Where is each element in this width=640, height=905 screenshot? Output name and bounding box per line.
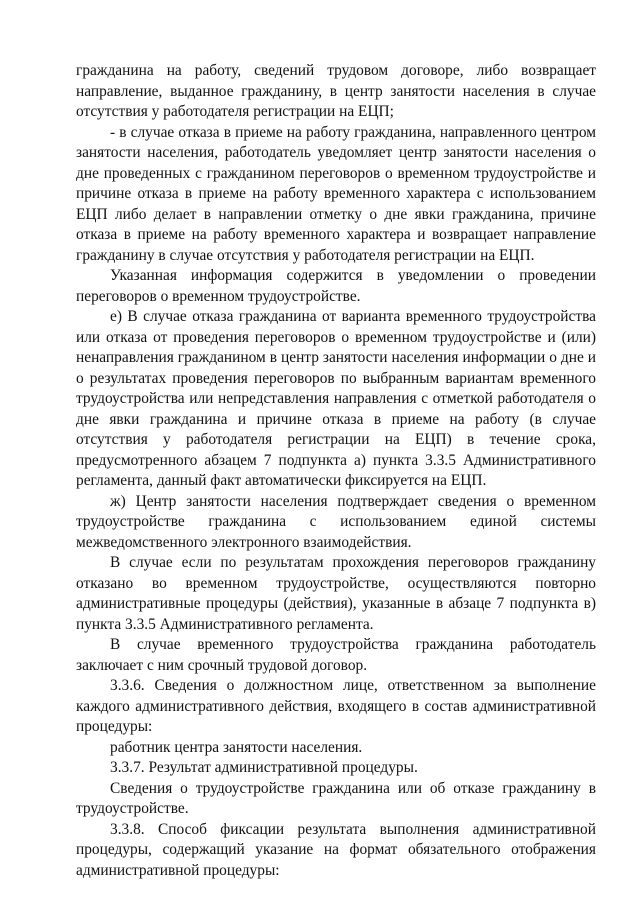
paragraph-4: е) В случае отказа гражданина от варианта временного трудоустройства или отказа от проведения переговоров о временном трудоустройстве и (или) ненаправления гражданином в центр занятости населения информации о дне и о результатах проведения переговоров по выбранным вариантам временного трудоустройства или непредставления направления с отметкой работодателя о дне явки гражданина и причине отказа в приеме на работу (в случае отсутствия у работодателя регистрации на ЕЦП) в течение срока, предусмотренного абзацем 7 подпункта а) пункта 3.3.5 Административного регламента, данный факт автоматически фиксируется на ЕЦП. xyxy=(76,308,596,489)
paragraph-2: - в случае отказа в приеме на работу гражданина, направленного центром занятости населения, работодатель уведомляет центр занятости населения о дне проведенных с гражданином переговоров о временном трудоустройстве и причине отказа в приеме на работу временного характера с использованием ЕЦП либо делает в направлении отметку о дне явки гражданина, причине отказа в приеме на работу временного характера и возвращает направление гражданину в случае отсутствия у работодателя регистрации на ЕЦП. xyxy=(76,123,596,264)
document-body xyxy=(76,61,596,881)
paragraph-5: ж) Центр занятости населения подтверждает сведения о временном трудоустройстве гражданина с использованием единой системы межведомственного электронного взаимодействия. xyxy=(76,492,596,551)
paragraph-9: работник центра занятости населения. xyxy=(110,738,363,756)
paragraph-11: Сведения о трудоустройстве гражданина или об отказе гражданину в трудоустройстве. xyxy=(76,779,596,817)
paragraph-7: В случае временного трудоустройства гражданина работодатель заключает с ним срочный трудовой договор. xyxy=(76,636,596,674)
paragraph-3: Указанная информация содержится в уведомлении о проведении переговоров о временном трудоустройстве. xyxy=(76,267,596,305)
paragraph-10: 3.3.7. Результат административной процедуры. xyxy=(110,759,418,776)
paragraph-1: гражданина на работу, сведений трудовом договоре, либо возвращает направление, выданное гражданину, в центр занятости населения в случае отсутствия у работодателя регистрации на ЕЦП; xyxy=(76,62,596,120)
paragraph-8: 3.3.6. Сведения о должностном лице, ответственном за выполнение каждого административного действия, входящего в состав административной процедуры: xyxy=(76,677,596,735)
paragraph-6: В случае если по результатам прохождения переговоров гражданину отказано во временном трудоустройстве, осуществляются повторно административные процедуры (действия), указанные в абзаце 7 подпункта в) пункта 3.3.5 Административного регламента. xyxy=(76,554,596,633)
paragraph-12: 3.3.8. Способ фиксации результата выполнения административной процедуры, содержащий указание на формат обязательного отображения административной процедуры: xyxy=(76,820,596,879)
